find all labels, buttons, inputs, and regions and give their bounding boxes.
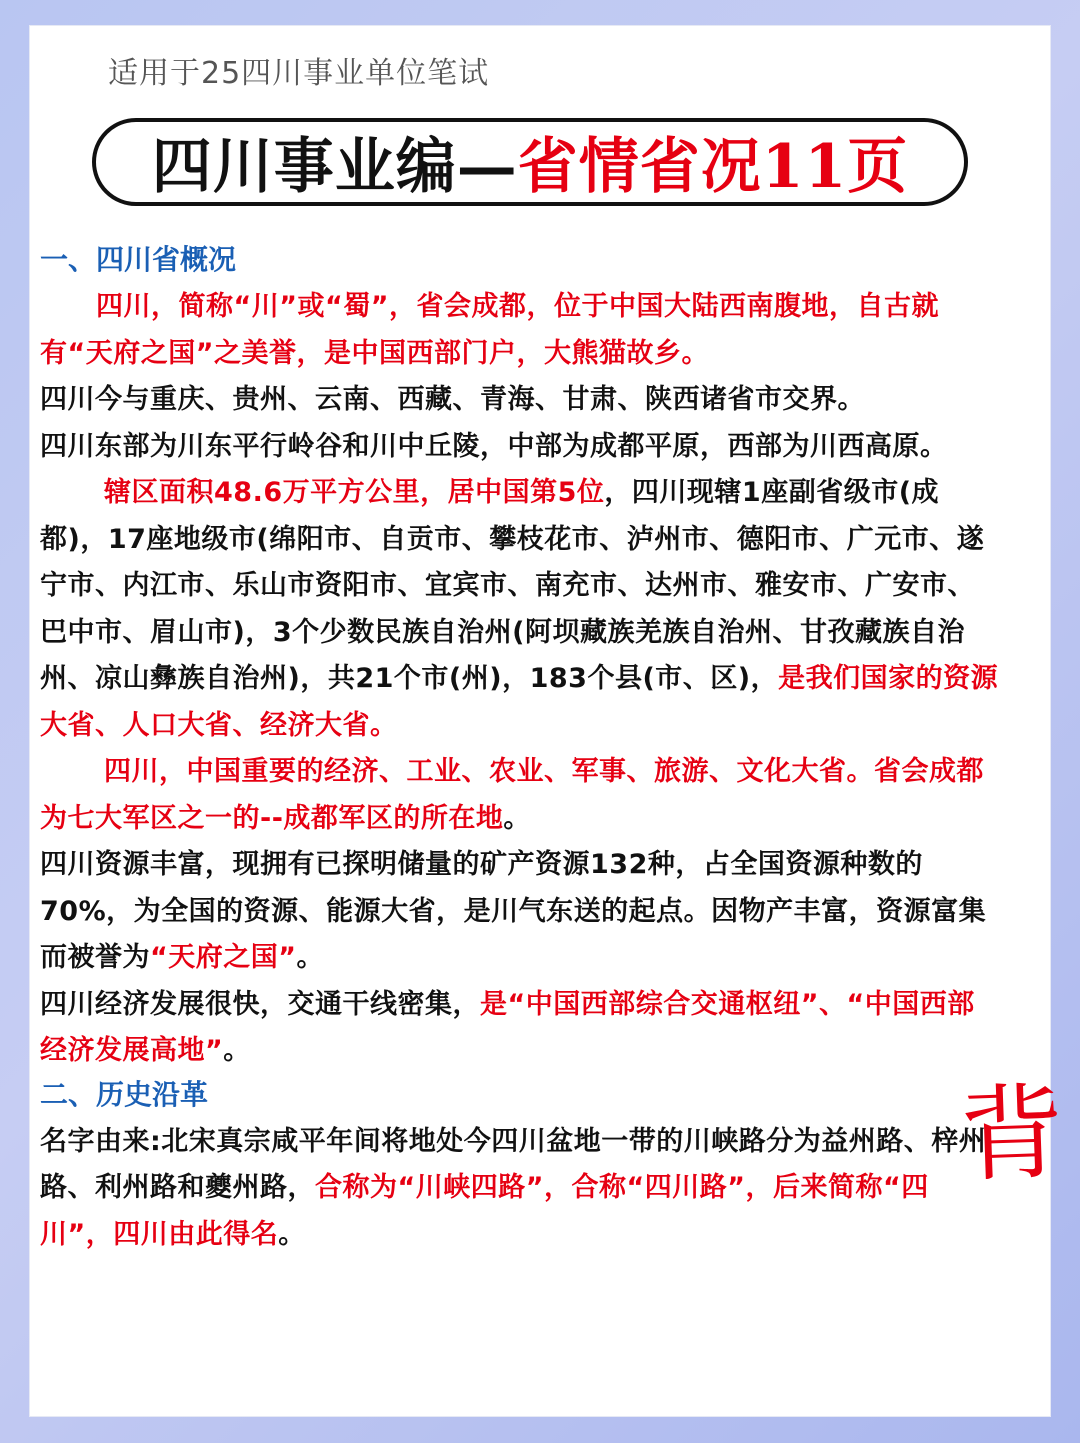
section1-paragraph3: 四川东部为川东平行岭谷和川中丘陵，中部为成都平原，西部为川西高原。: [40, 430, 948, 462]
big-province-highlight: 是我们国家的资源大省、人口大省、经济大省。: [40, 663, 999, 741]
section1-paragraph7: [40, 982, 1000, 1075]
name-origin-highlight: 合称为“川峡四路”，合称“四川路”，后来简称“四川”，四川由此得名: [40, 1172, 929, 1250]
resources-text: 四川资源丰富，现拥有已探明储量的矿产资源132种，占全国资源种数的70%，为全国的资源、能源大省，是川气东送的起点。因物产丰富，资源富集而被誉为: [40, 849, 987, 973]
tianfu-highlight: “天府之国”: [150, 942, 297, 973]
subtitle: 适用于25四川事业单位笔试: [108, 56, 490, 91]
memorize-stamp: 背: [957, 1071, 1067, 1197]
transport-text: 四川经济发展很快，交通干线密集，: [40, 988, 480, 1020]
section2-paragraph1-end: 。: [278, 1218, 306, 1250]
paragraph5-end: 。: [503, 802, 531, 834]
section1-heading: 一、四川省概况: [40, 243, 237, 276]
title-part1: 四川事业编—: [151, 132, 518, 202]
importance-highlight: 四川，中国重要的经济、工业、农业、军事、旅游、文化大省。省会成都为七大军区之一的--成都军区的所在地: [40, 756, 984, 834]
main-content: [40, 240, 1000, 1258]
paragraph7-end: 。: [223, 1035, 251, 1066]
transport-highlight: 是“中国西部综合交通枢纽”、“中国西部经济发展高地”: [40, 988, 975, 1066]
area-highlight: 辖区面积48.6万平方公里，居中国第5位: [104, 477, 605, 508]
section1-paragraph1: 四川，简称“川”或“蜀”，省会成都，位于中国大陆西南腹地，自古就有“天府之国”之美誉，是中国西部门户，大熊猫故乡。: [40, 291, 939, 369]
name-origin-text: 名字由来:北宋真宗咸平年间将地处今四川盆地一带的川峡路分为益州路、梓州路、利州路和夔州路，: [40, 1125, 987, 1203]
title-banner: [92, 118, 968, 206]
section1-paragraph5: [40, 749, 1000, 842]
title-part2: 省情省况11页: [517, 132, 909, 202]
section1-paragraph2: 四川今与重庆、贵州、云南、西藏、青海、甘肃、陕西诸省市交界。: [40, 384, 865, 415]
section2-heading: 二、历史沿革: [40, 1077, 209, 1111]
section1-paragraph6: [40, 842, 1000, 982]
section1-paragraph4: [40, 470, 1000, 749]
administrative-divisions-text: ，四川现辖1座副省级市(成都)，17座地级市(绵阳市、自贡市、攀枝花市、泸州市、德阳市、广元市、遂宁市、内江市、乐山市资阳市、宜宾市、南充市、达州市、雅安市、广安市、巴中市、眉山市)，3个少数民族自治州(阿坝藏族羌族自治州、甘孜藏族自治州、凉山彝族自治州)，共21个市(州)，183个县(市、区)，: [40, 477, 985, 694]
section2-paragraph1: [40, 1119, 1000, 1259]
page-title: [152, 119, 909, 205]
paragraph6-end: 。: [296, 942, 324, 973]
